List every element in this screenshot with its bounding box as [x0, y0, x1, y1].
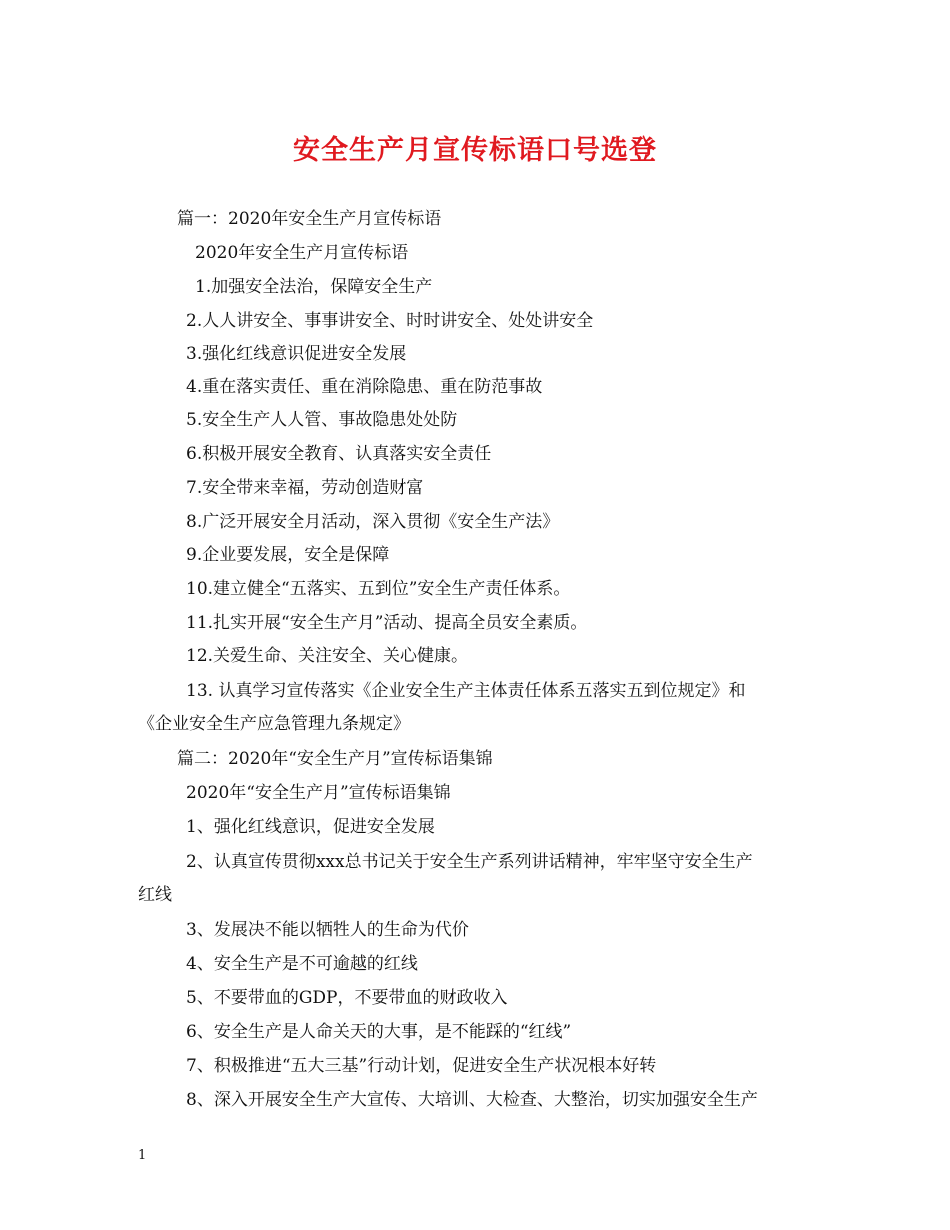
section-heading-2: 篇二：2020年“安全生产月”宣传标语集锦 — [177, 749, 493, 769]
slogan-line: 9.企业要发展，安全是保障 — [186, 545, 390, 565]
slogan-line: 10.建立健全“五落实、五到位”安全生产责任体系。 — [186, 579, 571, 599]
slogan-line: 8、深入开展安全生产大宣传、大培训、大检查、大整治，切实加强安全生产 — [186, 1090, 758, 1110]
slogan-line: 3.强化红线意识促进安全发展 — [186, 344, 407, 364]
section-heading-1: 篇一：2020年安全生产月宣传标语 — [177, 209, 442, 229]
slogan-line: 2.人人讲安全、事事讲安全、时时讲安全、处处讲安全 — [186, 311, 594, 331]
slogan-line: 2、认真宣传贯彻xxx总书记关于安全生产系列讲话精神，牢牢坚守安全生产 — [186, 852, 753, 872]
slogan-line: 1、强化红线意识，促进安全发展 — [186, 817, 435, 837]
slogan-line: 7、积极推进“五大三基”行动计划，促进安全生产状况根本好转 — [186, 1056, 657, 1076]
page-number: 1 — [138, 1148, 147, 1163]
slogan-line: 4、安全生产是不可逾越的红线 — [186, 954, 418, 974]
slogan-line-continued: 红线 — [138, 885, 172, 905]
slogan-line: 3、发展决不能以牺牲人的生命为代价 — [186, 920, 469, 940]
slogan-line: 8.广泛开展安全月活动，深入贯彻《安全生产法》 — [186, 512, 560, 532]
slogan-line: 12.关爱生命、关注安全、关心健康。 — [186, 646, 469, 666]
slogan-line: 5.安全生产人人管、事故隐患处处防 — [186, 410, 458, 430]
slogan-line: 5、不要带血的GDP，不要带血的财政收入 — [186, 988, 508, 1008]
document-title: 安全生产月宣传标语口号选登 — [293, 135, 657, 166]
slogan-line: 13. 认真学习宣传落实《企业安全生产主体责任体系五落实五到位规定》和 — [186, 681, 746, 701]
subtitle-line: 2020年“安全生产月”宣传标语集锦 — [186, 783, 451, 803]
slogan-line-continued: 《企业安全生产应急管理九条规定》 — [138, 714, 410, 734]
slogan-line: 6、安全生产是人命关天的大事，是不能踩的“红线” — [186, 1022, 572, 1042]
slogan-line: 1.加强安全法治，保障安全生产 — [195, 277, 433, 297]
slogan-line: 7.安全带来幸福，劳动创造财富 — [186, 478, 424, 498]
slogan-line: 11.扎实开展“安全生产月”活动、提高全员安全素质。 — [186, 613, 588, 633]
slogan-line: 6.积极开展安全教育、认真落实安全责任 — [186, 444, 492, 464]
slogan-line: 4.重在落实责任、重在消除隐患、重在防范事故 — [186, 377, 543, 397]
subtitle-line: 2020年安全生产月宣传标语 — [195, 243, 409, 263]
